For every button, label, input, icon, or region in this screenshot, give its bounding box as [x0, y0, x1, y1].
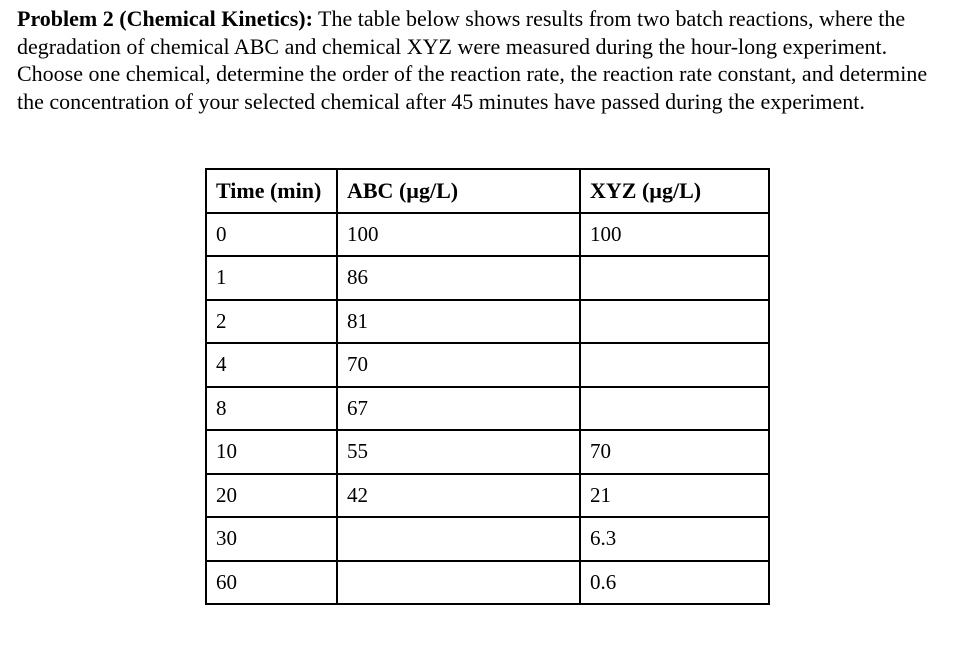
cell-abc: [337, 517, 580, 561]
problem-heading: Problem 2 (Chemical Kinetics):: [17, 6, 313, 31]
cell-abc: 55: [337, 430, 580, 474]
table-row: [206, 517, 769, 561]
cell-xyz: [580, 300, 769, 344]
cell-time: 20: [206, 474, 337, 518]
problem-statement: [17, 5, 952, 115]
table-row: [206, 256, 769, 300]
cell-time: 8: [206, 387, 337, 431]
table-header-row: [206, 169, 769, 213]
problem-text: The table below shows results from two batch reactions, where the degradation of chemical ABC and chemical XYZ were measured during the hour-long experiment. Choose one chemical, determine the order of the reaction rate, the reaction rate constant, and determine the concentration of your selected chemical after 45 minutes have passed during the experiment.: [17, 6, 928, 114]
cell-xyz: [580, 387, 769, 431]
cell-xyz: [580, 256, 769, 300]
cell-time: 60: [206, 561, 337, 605]
cell-abc: 86: [337, 256, 580, 300]
cell-xyz: 21: [580, 474, 769, 518]
cell-time: 0: [206, 213, 337, 257]
cell-xyz: 70: [580, 430, 769, 474]
cell-abc: 70: [337, 343, 580, 387]
cell-time: 4: [206, 343, 337, 387]
header-abc: ABC (µg/L): [337, 169, 580, 213]
cell-xyz: [580, 343, 769, 387]
table-row: [206, 213, 769, 257]
cell-abc: 81: [337, 300, 580, 344]
header-time: Time (min): [206, 169, 337, 213]
table-row: [206, 387, 769, 431]
cell-time: 10: [206, 430, 337, 474]
cell-abc: 67: [337, 387, 580, 431]
cell-time: 1: [206, 256, 337, 300]
table-row: [206, 343, 769, 387]
cell-abc: [337, 561, 580, 605]
cell-time: 2: [206, 300, 337, 344]
cell-abc: 42: [337, 474, 580, 518]
kinetics-data-table: [205, 168, 770, 605]
cell-xyz: 0.6: [580, 561, 769, 605]
table-row: [206, 561, 769, 605]
table-row: [206, 430, 769, 474]
cell-time: 30: [206, 517, 337, 561]
table-row: [206, 300, 769, 344]
header-xyz: XYZ (µg/L): [580, 169, 769, 213]
cell-xyz: 6.3: [580, 517, 769, 561]
cell-abc: 100: [337, 213, 580, 257]
cell-xyz: 100: [580, 213, 769, 257]
table-row: [206, 474, 769, 518]
